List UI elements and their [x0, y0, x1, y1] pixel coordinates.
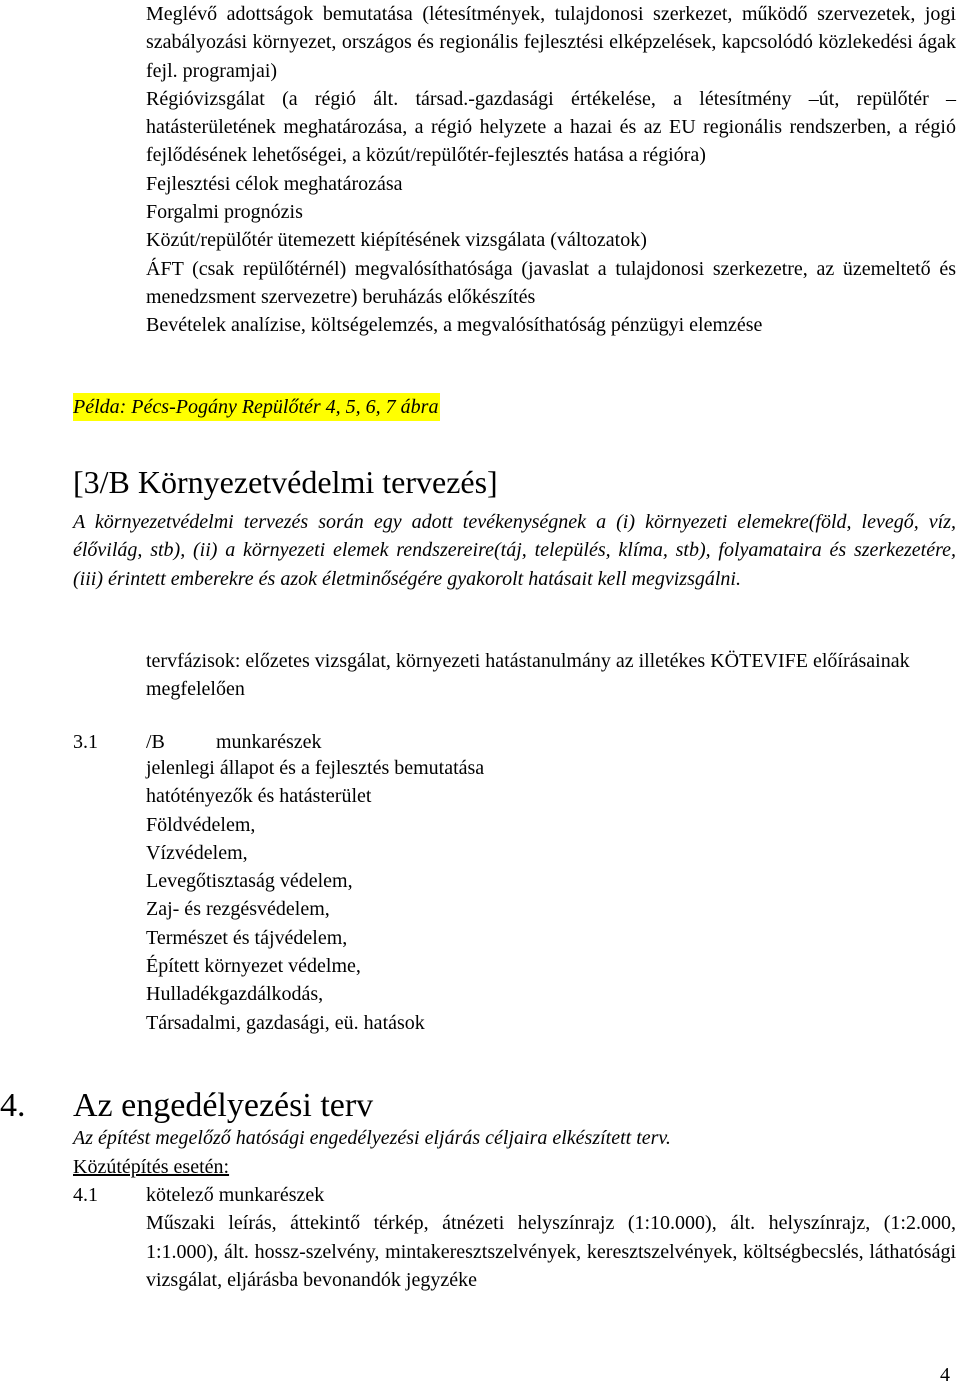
- subsection-label: munkarészek: [216, 731, 322, 753]
- section-4-title: Az engedélyezési terv: [73, 1087, 374, 1124]
- list-item: Régióvizsgálat (a régió ált. társad.-gazdasági értékelése, a létesítmény –út, repülőtér – hatásterületének meghatározása, a régió helyzete a hazai és az EU regionális rendszerben, a régió fejlődésének lehetőségei, a közút/repülőtér-fejlesztés hatása a régióra): [146, 87, 956, 167]
- subsection-number: 4.1: [73, 1184, 98, 1206]
- list-item: Meglévő adottságok bemutatása (létesítmények, tulajdonosi szerkezet, működő szervezetek, jogi szabályozási környezet, országos és regionális fejlesztési elképzelések, kapcsolódó közlekedési ágak fejl. programjai): [146, 3, 956, 82]
- section-4-heading: [0, 1085, 373, 1127]
- subsection-4-1-header: [73, 1181, 956, 1209]
- section-4-subheading: Közútépítés esetén:: [73, 1156, 230, 1178]
- list-item: hatótényezők és hatásterület: [146, 785, 372, 808]
- subsection-3-1: [73, 731, 883, 1037]
- list-item: Fejlesztési célok meghatározása: [146, 172, 403, 195]
- list-item: Vízvédelem,: [146, 841, 248, 864]
- section-3b-intro: A környezetvédelmi tervezés során egy adott tevékenységnek a (i) környezeti elemekre(föld, levegő, víz, élővilág, stb), (ii) a környezeti elemek rendszereire(táj, település, klíma, stb), folyamataira és szerkezetére, (iii) érintett emberekre és azok életminőségére gyakorolt hatásait kell megvizsgálni.: [73, 511, 956, 590]
- subsection-3-1-header: [73, 731, 883, 754]
- list-item: Bevételek analízise, költségelemzés, a megvalósíthatóság pénzügyi elemzése: [146, 314, 763, 337]
- list-item: Hulladékgazdálkodás,: [146, 983, 324, 1006]
- list-item: Földvédelem,: [146, 813, 256, 836]
- list-item: Közút/repülőtér ütemezett kiépítésének vizsgálata (változatok): [146, 229, 647, 252]
- page-number: 4: [940, 1364, 950, 1386]
- list-item: ÁFT (csak repülőtérnél) megvalósíthatósága (javaslat a tulajdonosi szerkezetre, az üzemeltető és menedzsment szervezetre) beruházás előkészítés: [146, 257, 956, 308]
- plan-phases-text: tervfázisok: előzetes vizsgálat, környezeti hatástanulmány az illetékes KÖTEVIFE előírásainak megfelelően: [146, 650, 910, 701]
- plan-phases: [146, 647, 956, 704]
- section-4-definition: Az építést megelőző hatósági engedélyezési eljárás céljaira elkészített terv.: [73, 1127, 671, 1149]
- list-item: Társadalmi, gazdasági, eü. hatások: [146, 1011, 425, 1034]
- list-item: Természet és tájvédelem,: [146, 926, 348, 949]
- list-item: jelenlegi állapot és a fejlesztés bemutatása: [146, 757, 485, 779]
- work-parts-list: [146, 754, 883, 1037]
- subsection-label: kötelező munkarészek: [146, 1184, 325, 1206]
- list-item: Épített környezet védelme,: [146, 955, 361, 978]
- section-4-number: 4.: [0, 1087, 26, 1124]
- subsection-number: 3.1: [73, 731, 98, 753]
- subsection-4-1: [73, 1181, 956, 1294]
- subsection-mark: /B: [146, 731, 165, 753]
- section-3b-heading: [3/B Környezetvédelmi tervezés]: [73, 464, 498, 500]
- required-parts-text: Műszaki leírás, áttekintő térkép, átnézeti helyszínrajz (1:10.000), ált. helyszínrajz, (1:2.000, 1:1.000), ált. hossz-szelvény, mintakeresztszelvények, keresztszelvények, költségbecslés, láthatósági vizsgálat, eljárásba bevonandók jegyzéke: [146, 1212, 956, 1291]
- list-item: Levegőtisztaság védelem,: [146, 870, 353, 893]
- example-note: [73, 393, 440, 421]
- study-contents-list: [146, 0, 956, 340]
- list-item: Zaj- és rezgésvédelem,: [146, 898, 330, 921]
- list-item: Forgalmi prognózis: [146, 201, 303, 224]
- highlighted-example-text: Példa: Pécs-Pogány Repülőtér 4, 5, 6, 7 ábra: [73, 393, 440, 421]
